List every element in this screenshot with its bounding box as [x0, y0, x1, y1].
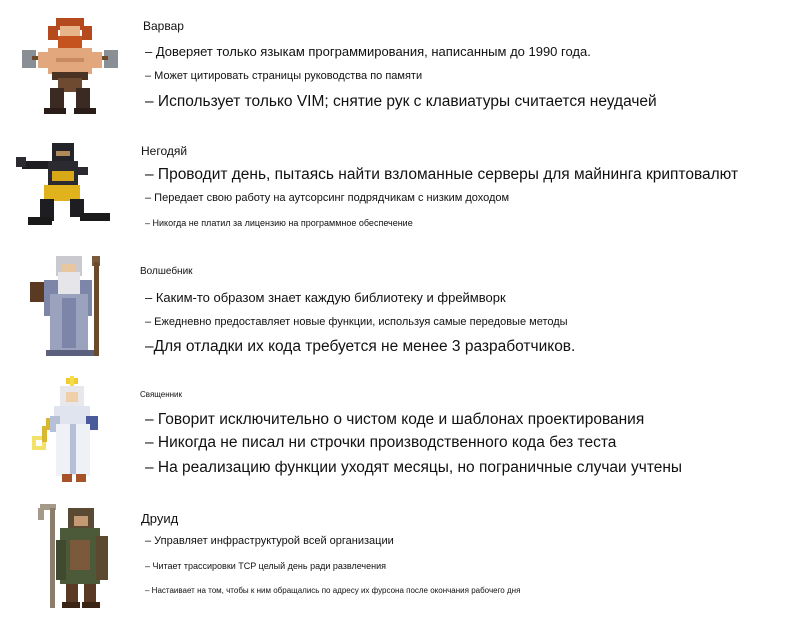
trait-line: – Управляет инфраструктурой всей организации: [145, 535, 394, 547]
trait-line: – Доверяет только языкам программирования, написанным до 1990 года.: [145, 44, 591, 59]
trait-line: – Настаивает на том, чтобы к ним обращались по адресу их фурсона после окончания рабочего дня: [145, 586, 521, 595]
character-title-priest: Священник: [140, 390, 183, 399]
rogue-sprite: [14, 137, 122, 229]
trait-line: – Читает трассировки TCP целый день ради развлечения: [145, 561, 386, 571]
trait-line: – Никогда не платил за лицензию на программное обеспечение: [145, 218, 413, 228]
trait-line: – Использует только VIM; снятие рук с клавиатуры считается неудачей: [145, 93, 657, 110]
character-title-druid: Друид: [141, 511, 179, 526]
trait-line: – Каким-то образом знает каждую библиотеку и фреймворк: [145, 290, 506, 305]
trait-line: –Для отладки их кода требуется не менее 3 разработчиков.: [145, 338, 576, 355]
trait-line: – Передает свою работу на аутсорсинг подрядчикам с низким доходом: [145, 192, 510, 204]
character-title-rogue: Негодяй: [141, 144, 188, 158]
trait-line: – На реализацию функции уходят месяцы, но пограничные случаи учтены: [145, 459, 683, 476]
trait-line: – Проводит день, пытаясь найти взломанные серверы для майнинга криптовалют: [145, 166, 739, 183]
priest-sprite: [26, 376, 110, 486]
druid-sprite: [30, 500, 114, 612]
trait-line: – Никогда не писал ни строчки производственного кода без теста: [145, 434, 617, 451]
trait-line: – Может цитировать страницы руководства по памяти: [145, 70, 423, 82]
wizard-sprite: [28, 252, 112, 360]
trait-line: – Говорит исключительно о чистом коде и шаблонах проектирования: [145, 411, 645, 428]
barbarian-sprite: [18, 12, 122, 120]
trait-line: – Ежедневно предоставляет новые функции, используя самые передовые методы: [145, 316, 568, 328]
character-title-wizard: Волшебник: [140, 266, 193, 277]
character-title-barbarian: Варвар: [143, 19, 184, 33]
